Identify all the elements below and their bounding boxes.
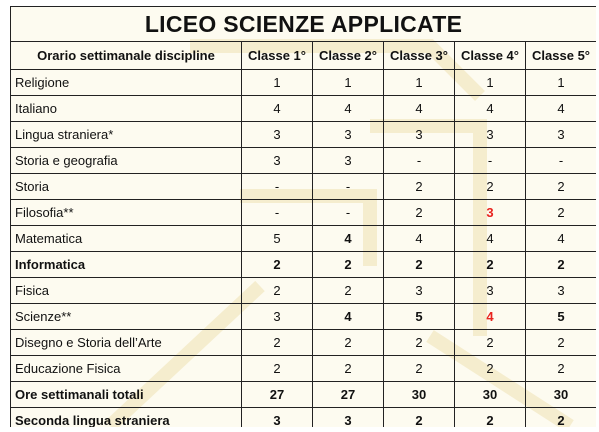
table-row <box>11 70 597 96</box>
table-row <box>11 226 597 252</box>
page-title: LICEO SCIENZE APPLICATE <box>11 7 597 42</box>
row-value: 4 <box>384 226 455 252</box>
row-value: 2 <box>455 356 526 382</box>
header-subjects: Orario settimanale discipline <box>11 42 242 70</box>
row-subject: Filosofia** <box>11 200 242 226</box>
row-value: 3 <box>526 122 597 148</box>
header-row <box>11 42 597 70</box>
header-classe-2: Classe 2° <box>313 42 384 70</box>
row-value: 1 <box>455 70 526 96</box>
row-value: 3 <box>384 278 455 304</box>
row-value: 4 <box>313 96 384 122</box>
row-value: 3 <box>384 122 455 148</box>
row-subject: Fisica <box>11 278 242 304</box>
row-value: 2 <box>313 330 384 356</box>
row-subject: Italiano <box>11 96 242 122</box>
row-value: 2 <box>384 252 455 278</box>
table-row <box>11 122 597 148</box>
header-classe-5: Classe 5° <box>526 42 597 70</box>
row-value: 4 <box>455 226 526 252</box>
row-value: 3 <box>242 148 313 174</box>
table-row <box>11 96 597 122</box>
row-value: 2 <box>242 330 313 356</box>
row-value: 1 <box>242 70 313 96</box>
row-subject: Informatica <box>11 252 242 278</box>
row-subject: Lingua straniera* <box>11 122 242 148</box>
row-value-highlight: 4 <box>455 304 526 330</box>
row-value: 4 <box>526 226 597 252</box>
row-value: 2 <box>455 330 526 356</box>
row-value: 2 <box>242 278 313 304</box>
row-value: 27 <box>242 382 313 408</box>
row-value: - <box>313 200 384 226</box>
row-value: 2 <box>455 174 526 200</box>
row-value: 2 <box>313 252 384 278</box>
row-value: - <box>313 174 384 200</box>
table-row <box>11 304 597 330</box>
row-value: - <box>455 148 526 174</box>
table-row-totals <box>11 382 597 408</box>
row-value: 2 <box>384 174 455 200</box>
row-value: 4 <box>313 304 384 330</box>
table-row <box>11 200 597 226</box>
row-value: 3 <box>313 122 384 148</box>
row-subject: Educazione Fisica <box>11 356 242 382</box>
header-classe-3: Classe 3° <box>384 42 455 70</box>
table-row <box>11 148 597 174</box>
row-value: 2 <box>384 356 455 382</box>
row-value: 4 <box>313 226 384 252</box>
row-value: 5 <box>526 304 597 330</box>
row-value: 2 <box>384 408 455 428</box>
row-value: 4 <box>526 96 597 122</box>
row-value: 2 <box>313 356 384 382</box>
row-value-highlight: 3 <box>455 200 526 226</box>
title-row <box>11 7 597 42</box>
row-value: 3 <box>313 408 384 428</box>
row-subject: Storia <box>11 174 242 200</box>
row-value: 3 <box>313 148 384 174</box>
row-value: 2 <box>526 408 597 428</box>
table-row <box>11 356 597 382</box>
row-value: 2 <box>384 330 455 356</box>
row-subject: Religione <box>11 70 242 96</box>
row-value: 2 <box>384 200 455 226</box>
row-subject: Matematica <box>11 226 242 252</box>
row-subject: Seconda lingua straniera <box>11 408 242 428</box>
row-subject: Ore settimanali totali <box>11 382 242 408</box>
row-value: 3 <box>455 278 526 304</box>
row-value: - <box>242 174 313 200</box>
row-value: 2 <box>526 330 597 356</box>
header-classe-4: Classe 4° <box>455 42 526 70</box>
row-value: 4 <box>242 96 313 122</box>
row-value: 3 <box>242 304 313 330</box>
table-row <box>11 330 597 356</box>
row-value: 3 <box>242 408 313 428</box>
row-value: 5 <box>384 304 455 330</box>
row-value: 2 <box>455 252 526 278</box>
schedule-sheet <box>10 6 596 427</box>
row-value: 27 <box>313 382 384 408</box>
row-value: 30 <box>455 382 526 408</box>
row-value: 4 <box>455 96 526 122</box>
row-value: 1 <box>313 70 384 96</box>
header-classe-1: Classe 1° <box>242 42 313 70</box>
table-row <box>11 278 597 304</box>
row-value: 3 <box>455 122 526 148</box>
row-value: - <box>242 200 313 226</box>
row-value: - <box>384 148 455 174</box>
table-row <box>11 408 597 428</box>
row-value: 2 <box>526 356 597 382</box>
row-value: 30 <box>384 382 455 408</box>
row-value: 1 <box>384 70 455 96</box>
table-row <box>11 252 597 278</box>
row-value: 5 <box>242 226 313 252</box>
row-value: 1 <box>526 70 597 96</box>
row-value: 2 <box>313 278 384 304</box>
row-value: - <box>526 148 597 174</box>
row-value: 2 <box>526 174 597 200</box>
row-value: 2 <box>242 356 313 382</box>
row-value: 30 <box>526 382 597 408</box>
row-value: 2 <box>526 252 597 278</box>
row-value: 3 <box>526 278 597 304</box>
row-value: 2 <box>526 200 597 226</box>
row-subject: Scienze** <box>11 304 242 330</box>
row-value: 3 <box>242 122 313 148</box>
schedule-table <box>10 6 596 427</box>
row-subject: Disegno e Storia dell’Arte <box>11 330 242 356</box>
table-row <box>11 174 597 200</box>
row-subject: Storia e geografia <box>11 148 242 174</box>
row-value: 4 <box>384 96 455 122</box>
row-value: 2 <box>242 252 313 278</box>
row-value: 2 <box>455 408 526 428</box>
